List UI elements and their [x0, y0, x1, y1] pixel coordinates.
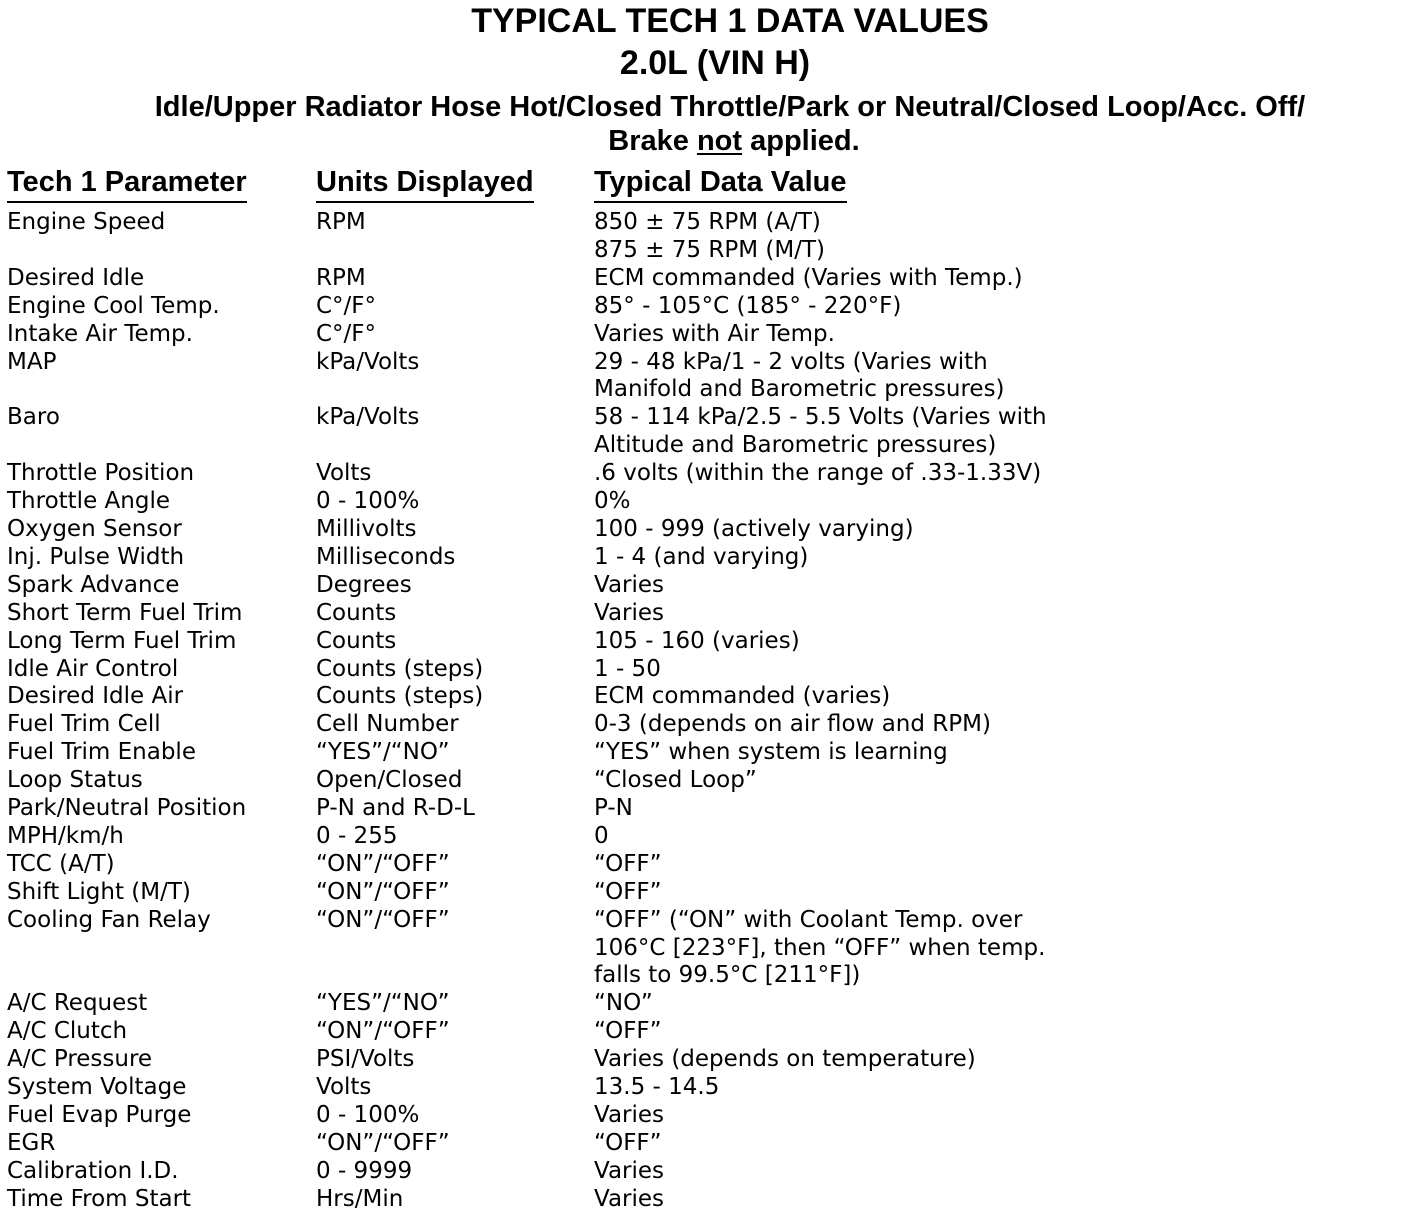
- value-cell: [594, 1046, 1394, 1074]
- page-title: TYPICAL TECH 1 DATA VALUES: [471, 2, 989, 40]
- parameter-cell: Inj. Pulse Width: [7, 543, 185, 570]
- table-row: [0, 516, 1408, 544]
- units-cell: “YES”/“NO”: [316, 990, 450, 1017]
- table-row: [0, 209, 1408, 265]
- value-line: Altitude and Barometric pressures): [594, 432, 997, 459]
- table-row: [0, 600, 1408, 628]
- value-cell: [594, 1130, 1394, 1158]
- parameter-cell: Desired Idle Air: [7, 683, 184, 710]
- units-cell: Counts: [316, 599, 397, 626]
- units-cell: Milliseconds: [316, 543, 456, 570]
- parameter-cell: Throttle Angle: [7, 488, 170, 515]
- units-cell: RPM: [316, 264, 366, 291]
- parameter-cell: Shift Light (M/T): [7, 878, 191, 905]
- value-line: .6 volts (within the range of .33-1.33V): [594, 460, 1042, 487]
- units-cell: 0 - 100%: [316, 1102, 420, 1128]
- table-row: [0, 349, 1408, 405]
- value-cell: [594, 990, 1394, 1018]
- column-header-value: Typical Data Value: [594, 163, 847, 203]
- engine-subtitle: 2.0L (VIN H): [619, 44, 811, 82]
- value-cell: [594, 544, 1394, 572]
- value-cell: [594, 907, 1394, 991]
- value-line: 0%: [594, 488, 631, 515]
- parameter-cell: Fuel Trim Cell: [7, 711, 161, 738]
- conditions-text-before: Brake: [608, 125, 697, 157]
- parameter-cell: Loop Status: [7, 767, 143, 794]
- parameter-cell: Fuel Evap Purge: [7, 1102, 192, 1128]
- value-cell: [594, 488, 1394, 516]
- value-line: Varies: [594, 571, 665, 598]
- conditions-underlined-word: not: [696, 125, 743, 157]
- table-row: [0, 907, 1408, 991]
- units-cell: Open/Closed: [316, 767, 463, 794]
- table-row: [0, 767, 1408, 795]
- parameter-cell: A/C Request: [7, 990, 148, 1017]
- value-line: 105 - 160 (varies): [594, 627, 800, 654]
- parameter-cell: Engine Cool Temp.: [7, 292, 220, 319]
- units-cell: Cell Number: [316, 711, 459, 738]
- units-cell: “ON”/“OFF”: [316, 1018, 450, 1045]
- value-line: 0-3 (depends on air flow and RPM): [594, 711, 991, 738]
- value-cell: [594, 851, 1394, 879]
- units-cell: Counts: [316, 627, 397, 654]
- table-row: [0, 823, 1408, 851]
- value-cell: [594, 1074, 1394, 1102]
- units-cell: 0 - 255: [316, 822, 398, 849]
- units-cell: 0 - 9999: [316, 1157, 413, 1184]
- value-cell: [594, 349, 1394, 405]
- value-line: Varies: [594, 1185, 665, 1212]
- table-row: [0, 795, 1408, 823]
- units-cell: C°/F°: [316, 292, 377, 319]
- table-row: [0, 1018, 1408, 1046]
- value-line: falls to 99.5°C [211°F]): [594, 962, 861, 989]
- value-cell: [594, 600, 1394, 628]
- table-row: [0, 1130, 1408, 1158]
- value-cell: [594, 767, 1394, 795]
- value-line: 29 - 48 kPa/1 - 2 volts (Varies with: [594, 348, 988, 375]
- value-cell: [594, 460, 1394, 488]
- value-cell: [594, 1158, 1394, 1186]
- value-cell: [594, 683, 1394, 711]
- parameter-cell: Long Term Fuel Trim: [7, 627, 237, 654]
- table-row: [0, 1102, 1408, 1130]
- value-cell: [594, 739, 1394, 767]
- parameter-cell: Desired Idle: [7, 264, 145, 291]
- table-row: [0, 683, 1408, 711]
- table-row: [0, 293, 1408, 321]
- value-line: 58 - 114 kPa/2.5 - 5.5 Volts (Varies with: [594, 404, 1047, 431]
- parameter-cell: Cooling Fan Relay: [7, 906, 211, 933]
- table-row: [0, 990, 1408, 1018]
- value-cell: [594, 823, 1394, 851]
- parameter-cell: Throttle Position: [7, 460, 195, 487]
- value-line: 1 - 50: [594, 655, 661, 682]
- value-cell: [594, 209, 1394, 265]
- table-row: [0, 488, 1408, 516]
- units-cell: Degrees: [316, 571, 412, 598]
- conditions-text-after: applied.: [742, 125, 860, 157]
- parameter-cell: Idle Air Control: [7, 655, 179, 682]
- units-cell: “ON”/“OFF”: [316, 850, 450, 877]
- value-line: “NO”: [594, 990, 653, 1017]
- value-cell: [594, 795, 1394, 823]
- table-row: [0, 656, 1408, 684]
- value-cell: [594, 321, 1394, 349]
- parameter-cell: MAP: [7, 348, 57, 375]
- parameter-cell: Baro: [7, 404, 60, 431]
- value-cell: [594, 516, 1394, 544]
- parameter-cell: Time From Start: [7, 1185, 192, 1212]
- value-cell: [594, 656, 1394, 684]
- units-cell: RPM: [316, 209, 366, 235]
- units-cell: “ON”/“OFF”: [316, 1129, 450, 1156]
- table-row: [0, 1186, 1408, 1214]
- parameter-cell: Short Term Fuel Trim: [7, 599, 243, 626]
- units-cell: Hrs/Min: [316, 1185, 404, 1212]
- value-cell: [594, 1186, 1394, 1214]
- parameter-cell: Engine Speed: [7, 209, 166, 235]
- units-cell: “ON”/“OFF”: [316, 906, 450, 933]
- value-cell: [594, 572, 1394, 600]
- units-cell: P-N and R-D-L: [316, 795, 475, 822]
- test-conditions: Idle/Upper Radiator Hose Hot/Closed Throttle/Park or Neutral/Closed Loop/Acc. Off/: [154, 91, 1306, 123]
- parameter-cell: A/C Pressure: [7, 1046, 153, 1073]
- parameter-cell: Fuel Trim Enable: [7, 739, 196, 766]
- value-cell: [594, 265, 1394, 293]
- units-cell: 0 - 100%: [316, 488, 420, 515]
- column-header-units: Units Displayed: [316, 163, 534, 203]
- value-line: Varies with Air Temp.: [594, 320, 835, 347]
- units-cell: Millivolts: [316, 515, 417, 542]
- table-row: [0, 265, 1408, 293]
- parameter-cell: TCC (A/T): [7, 850, 115, 877]
- units-cell: Counts (steps): [316, 655, 484, 682]
- value-cell: [594, 1018, 1394, 1046]
- value-line: ECM commanded (varies): [594, 683, 891, 710]
- data-table: [0, 209, 1408, 1214]
- table-row: [0, 739, 1408, 767]
- value-line: “OFF”: [594, 878, 662, 905]
- value-cell: [594, 879, 1394, 907]
- value-line: 85° - 105°C (185° - 220°F): [594, 292, 902, 319]
- value-line: 0: [594, 822, 609, 849]
- units-cell: PSI/Volts: [316, 1046, 415, 1073]
- table-row: [0, 572, 1408, 600]
- value-line: 875 ± 75 RPM (M/T): [594, 236, 825, 263]
- units-cell: Volts: [316, 1074, 372, 1101]
- table-row: [0, 711, 1408, 739]
- value-line: Varies: [594, 1102, 665, 1128]
- units-cell: Volts: [316, 460, 372, 487]
- value-line: ECM commanded (Varies with Temp.): [594, 264, 1023, 291]
- value-line: 106°C [223°F], then “OFF” when temp.: [594, 934, 1046, 961]
- units-cell: C°/F°: [316, 320, 377, 347]
- table-row: [0, 1074, 1408, 1102]
- value-line: 850 ± 75 RPM (A/T): [594, 209, 821, 235]
- test-conditions-continued: [0, 124, 1408, 158]
- parameter-cell: System Voltage: [7, 1074, 187, 1101]
- units-cell: kPa/Volts: [316, 348, 420, 375]
- column-header-parameter: Tech 1 Parameter: [7, 163, 247, 203]
- value-cell: [594, 1102, 1394, 1130]
- table-row: [0, 404, 1408, 460]
- table-row: [0, 851, 1408, 879]
- value-line: “OFF”: [594, 1018, 662, 1045]
- parameter-cell: Intake Air Temp.: [7, 320, 193, 347]
- units-cell: “YES”/“NO”: [316, 739, 450, 766]
- table-row: [0, 460, 1408, 488]
- parameter-cell: Park/Neutral Position: [7, 795, 247, 822]
- value-line: “YES” when system is learning: [594, 739, 948, 766]
- parameter-cell: MPH/km/h: [7, 822, 124, 849]
- table-row: [0, 1158, 1408, 1186]
- value-line: “Closed Loop”: [594, 767, 757, 794]
- value-line: “OFF”: [594, 1129, 662, 1156]
- value-line: P-N: [594, 795, 633, 822]
- value-cell: [594, 628, 1394, 656]
- parameter-cell: Calibration I.D.: [7, 1157, 179, 1184]
- value-line: Varies: [594, 1157, 665, 1184]
- table-row: [0, 321, 1408, 349]
- table-row: [0, 879, 1408, 907]
- units-cell: “ON”/“OFF”: [316, 878, 450, 905]
- value-line: “OFF”: [594, 850, 662, 877]
- parameter-cell: A/C Clutch: [7, 1018, 128, 1045]
- value-line: 1 - 4 (and varying): [594, 543, 809, 570]
- value-line: 100 - 999 (actively varying): [594, 515, 914, 542]
- units-cell: Counts (steps): [316, 683, 484, 710]
- table-row: [0, 544, 1408, 572]
- parameter-cell: EGR: [7, 1129, 56, 1156]
- value-cell: [594, 293, 1394, 321]
- value-line: Varies (depends on temperature): [594, 1046, 976, 1073]
- parameter-cell: Oxygen Sensor: [7, 515, 182, 542]
- value-cell: [594, 404, 1394, 460]
- table-row: [0, 1046, 1408, 1074]
- value-line: 13.5 - 14.5: [594, 1074, 720, 1101]
- parameter-cell: Spark Advance: [7, 571, 180, 598]
- value-cell: [594, 711, 1394, 739]
- table-row: [0, 628, 1408, 656]
- units-cell: kPa/Volts: [316, 404, 420, 431]
- value-line: Manifold and Barometric pressures): [594, 376, 1005, 403]
- value-line: Varies: [594, 599, 665, 626]
- value-line: “OFF” (“ON” with Coolant Temp. over: [594, 906, 1023, 933]
